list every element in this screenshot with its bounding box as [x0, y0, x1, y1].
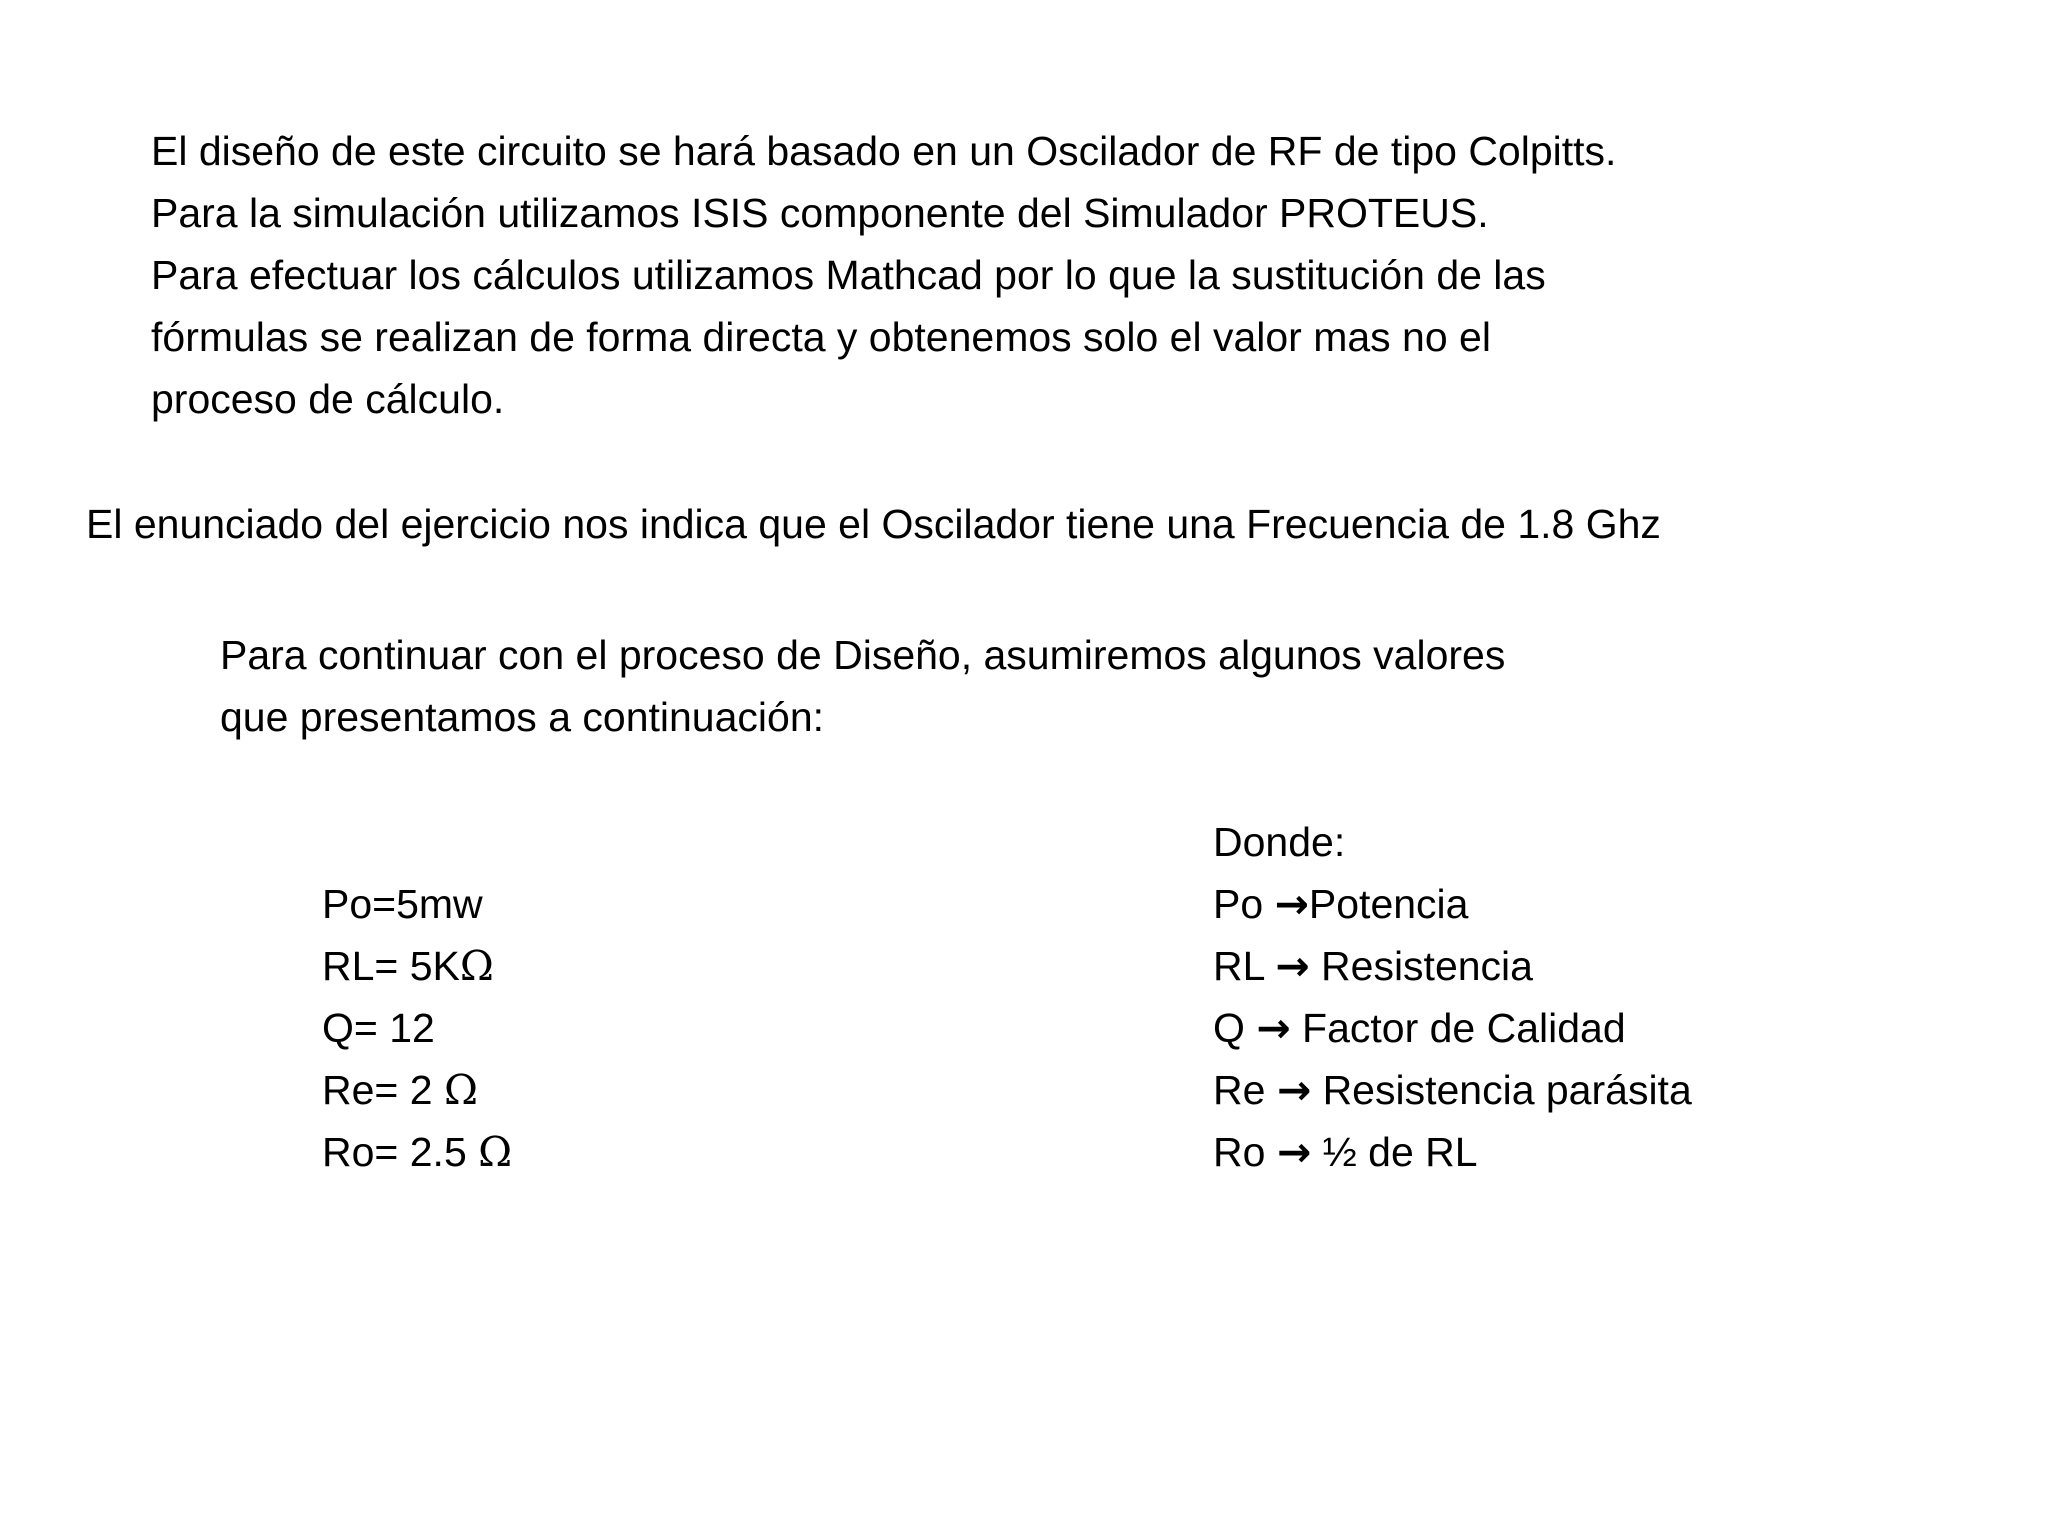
intro-line: fórmulas se realizan de forma directa y obtenemos solo el valor mas no el [151, 314, 1491, 360]
assumed-values-list [322, 873, 512, 1183]
assume-line: que presentamos a continuación: [220, 694, 825, 740]
legend-meaning: Resistencia parásita [1311, 1067, 1692, 1113]
legend-symbol: Po [1213, 881, 1275, 927]
legend-symbol: Q [1213, 1005, 1257, 1051]
value-item-po [322, 873, 512, 935]
intro-paragraph [151, 120, 1616, 430]
frequency-statement [86, 493, 1661, 555]
legend-item-re [1213, 1059, 1692, 1121]
legend-item-po [1213, 873, 1692, 935]
legend-meaning: Factor de Calidad [1290, 1005, 1626, 1051]
omega-symbol: Ω [478, 1128, 513, 1176]
legend-list [1213, 811, 1692, 1183]
omega-symbol: Ω [443, 1066, 478, 1114]
value-label: Re= 2 [322, 1067, 444, 1113]
legend-symbol: Ro [1213, 1129, 1277, 1175]
legend-meaning: Potencia [1308, 881, 1469, 927]
arrow-right-icon: → [1276, 1128, 1312, 1176]
arrow-right-icon: → [1274, 880, 1309, 928]
assumptions-paragraph [220, 624, 1505, 748]
value-item-q [322, 997, 512, 1059]
legend-meaning: Resistencia [1309, 943, 1533, 989]
arrow-right-icon: → [1275, 942, 1310, 990]
value-label: Q= 12 [322, 1005, 435, 1051]
intro-line: El diseño de este circuito se hará basado en un Oscilador de RF de tipo Colpitts. [151, 128, 1617, 174]
statement-line: El enunciado del ejercicio nos indica que el Oscilador tiene una Frecuencia de 1.8 Ghz [86, 501, 1661, 547]
legend-symbol: Re [1213, 1067, 1277, 1113]
legend-item-q [1213, 997, 1692, 1059]
value-item-ro [322, 1121, 512, 1183]
value-label: Ro= 2.5 [322, 1129, 479, 1175]
legend-header: Donde: [1213, 819, 1346, 865]
intro-line: proceso de cálculo. [151, 376, 505, 422]
arrow-right-icon: → [1256, 1004, 1291, 1052]
value-label: Po=5mw [322, 881, 483, 927]
omega-symbol: Ω [459, 942, 494, 990]
value-item-re [322, 1059, 512, 1121]
value-item-rl [322, 935, 512, 997]
value-label: RL= 5K [322, 943, 460, 989]
arrow-right-icon: → [1276, 1066, 1312, 1114]
legend-symbol: RL [1213, 943, 1276, 989]
intro-line: Para la simulación utilizamos ISIS componente del Simulador PROTEUS. [151, 190, 1489, 236]
legend-item-rl [1213, 935, 1692, 997]
legend-meaning: ½ de RL [1311, 1129, 1478, 1175]
assume-line: Para continuar con el proceso de Diseño, asumiremos algunos valores [220, 632, 1506, 678]
legend-item-ro [1213, 1121, 1692, 1183]
intro-line: Para efectuar los cálculos utilizamos Mathcad por lo que la sustitución de las [151, 252, 1546, 298]
